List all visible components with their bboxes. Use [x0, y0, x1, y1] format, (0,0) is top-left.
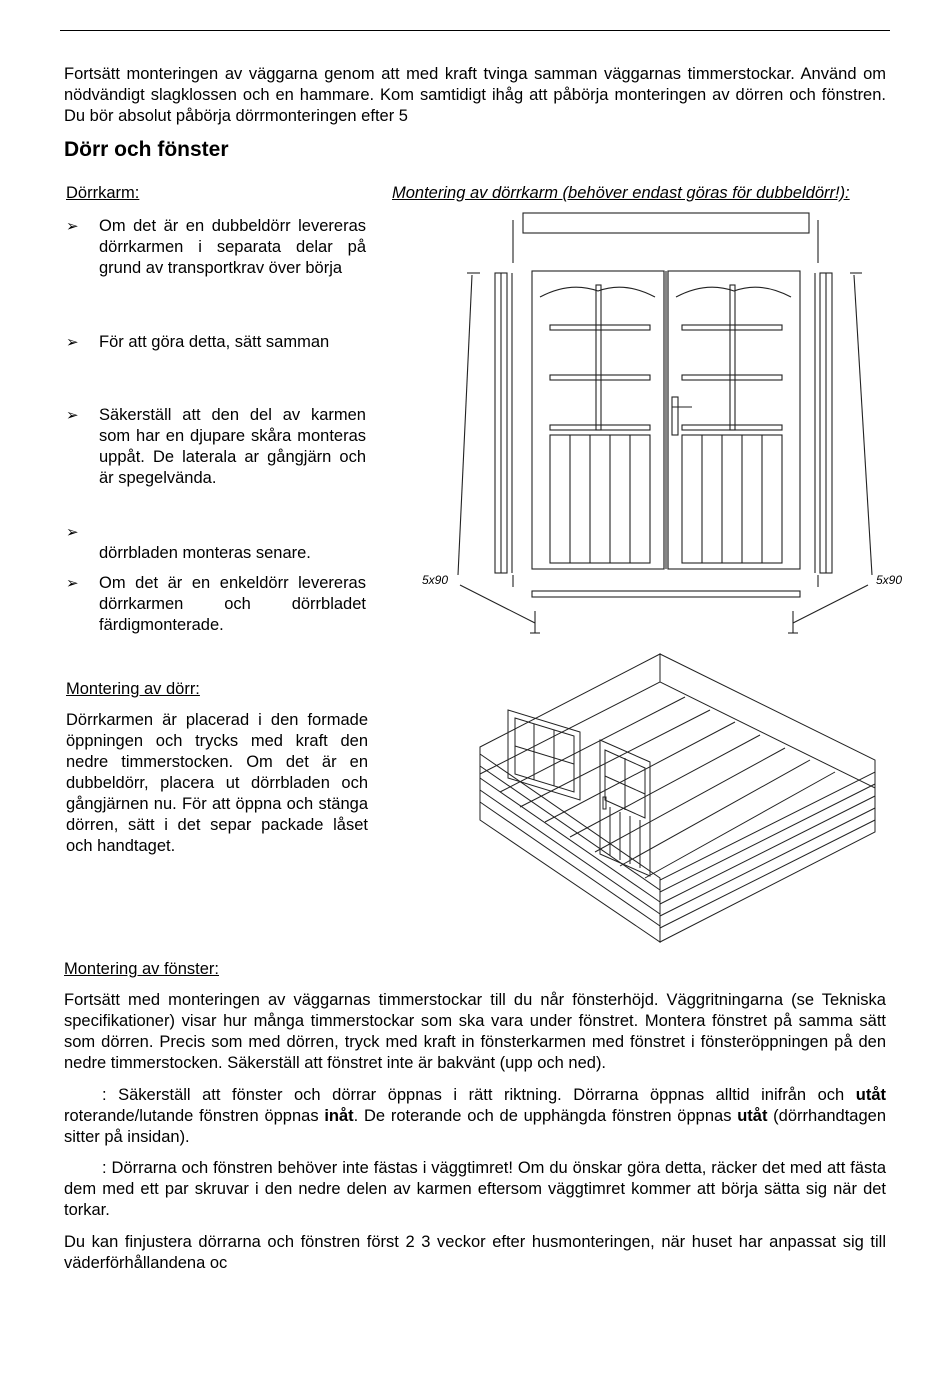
arrow-bullet-icon: ➢ — [66, 575, 79, 592]
bullet-item — [66, 332, 366, 353]
top-rule — [60, 30, 890, 31]
note-text: (dörrhandtagen sitter på insidan). — [64, 1107, 887, 1146]
note-fastening: : Dörrarna och fönstren behöver inte fästas i väggtimret! Om du önskar göra detta, räcker det med att fästa dem med ett par skruvar i den nedre delen av karmen eftersom väggtimret kommer att börja sätta sig när det torkar. — [64, 1159, 886, 1219]
frame-heading: Dörrkarm: — [66, 184, 140, 202]
bullet-text: dörrbladen monteras senare. — [99, 544, 311, 562]
window-heading: Montering av fönster: — [64, 960, 219, 978]
intro-paragraph: Fortsätt monteringen av väggarna genom att med kraft tvinga samman väggarnas timmerstockar. Använd om nödvändigt slagklossen och en hammare. Kom samtidigt ihåg att påbörja monteringen av dörren och fönstren. Du bör absolut påbörja dörrmonteringen efter 5 — [64, 65, 886, 125]
door-paragraph: Dörrkarmen är placerad i den formade öppningen och trycks med kraft den nedre timmerstocken. Om det är en dubbeldörr, placera ut dörrbladen och gångjärnen nu. För att öppna och stänga dörren, sätt i det separ packade låset och handtaget. — [66, 711, 368, 855]
bullet-item — [66, 522, 366, 564]
bullet-text: Om det är en dubbeldörr levereras dörrkarmen i separata delar på grund av transportkrav över börja — [99, 217, 366, 277]
section-title: Dörr och fönster — [64, 138, 229, 161]
frame-figure-caption: Montering av dörrkarm (behöver endast göras för dubbeldörr!): — [392, 184, 850, 202]
arrow-bullet-icon: ➢ — [66, 334, 79, 351]
door-frame-assembly-drawing — [410, 205, 920, 645]
note-bold-word: inåt — [324, 1107, 354, 1125]
note-opening-direction — [64, 1085, 886, 1148]
log-house-door-window-drawing — [470, 642, 890, 952]
dimension-label-left: 5x90 — [422, 573, 449, 587]
bullet-text: Om det är en enkeldörr levereras dörrkarmen och dörrbladet färdigmonterade. — [99, 574, 366, 634]
note-bold-word: utåt — [855, 1086, 886, 1104]
note-text: roterande/lutande fönstren öppnas — [64, 1107, 325, 1125]
bullet-text: Säkerställ att den del av karmen som har en djupare skåra monteras uppåt. De laterala ar gångjärn och är spegelvända. — [99, 406, 366, 487]
note-bold-word: utåt — [737, 1107, 768, 1125]
bullet-item — [66, 216, 366, 300]
window-paragraph: Fortsätt med monteringen av väggarnas timmerstockar till du når fönsterhöjd. Väggritningarna (se Tekniska specifikationer) visar hur många timmerstockar som ska vara under fönstret. Montera fönstret på samma sätt som dörren. Precis som med dörren, tryck med kraft in fönsterkarmen med fönstret i fönsteröppningen på den nedre timmerstocken. Säkerställ att fönstret inte är bakvänt (upp och ned). — [64, 991, 886, 1072]
arrow-bullet-icon: ➢ — [66, 524, 79, 541]
note-text: . De roterande och de upphängda fönstren öppnas — [353, 1107, 738, 1125]
arrow-bullet-icon: ➢ — [66, 218, 79, 235]
bullet-item — [66, 405, 366, 510]
bullet-text: För att göra detta, sätt samman — [99, 333, 330, 351]
door-heading: Montering av dörr: — [66, 680, 200, 698]
bullet-item — [66, 573, 366, 636]
final-paragraph: Du kan finjustera dörrarna och fönstren först 2 3 veckor efter husmonteringen, när huset har anpassat sig till väderförhållandena oc — [64, 1233, 886, 1272]
note-text: : Säkerställ att fönster och dörrar öppnas i rätt riktning. Dörrarna öppnas alltid inifrån och — [102, 1086, 856, 1104]
dimension-label-right: 5x90 — [876, 573, 903, 587]
arrow-bullet-icon: ➢ — [66, 407, 79, 424]
